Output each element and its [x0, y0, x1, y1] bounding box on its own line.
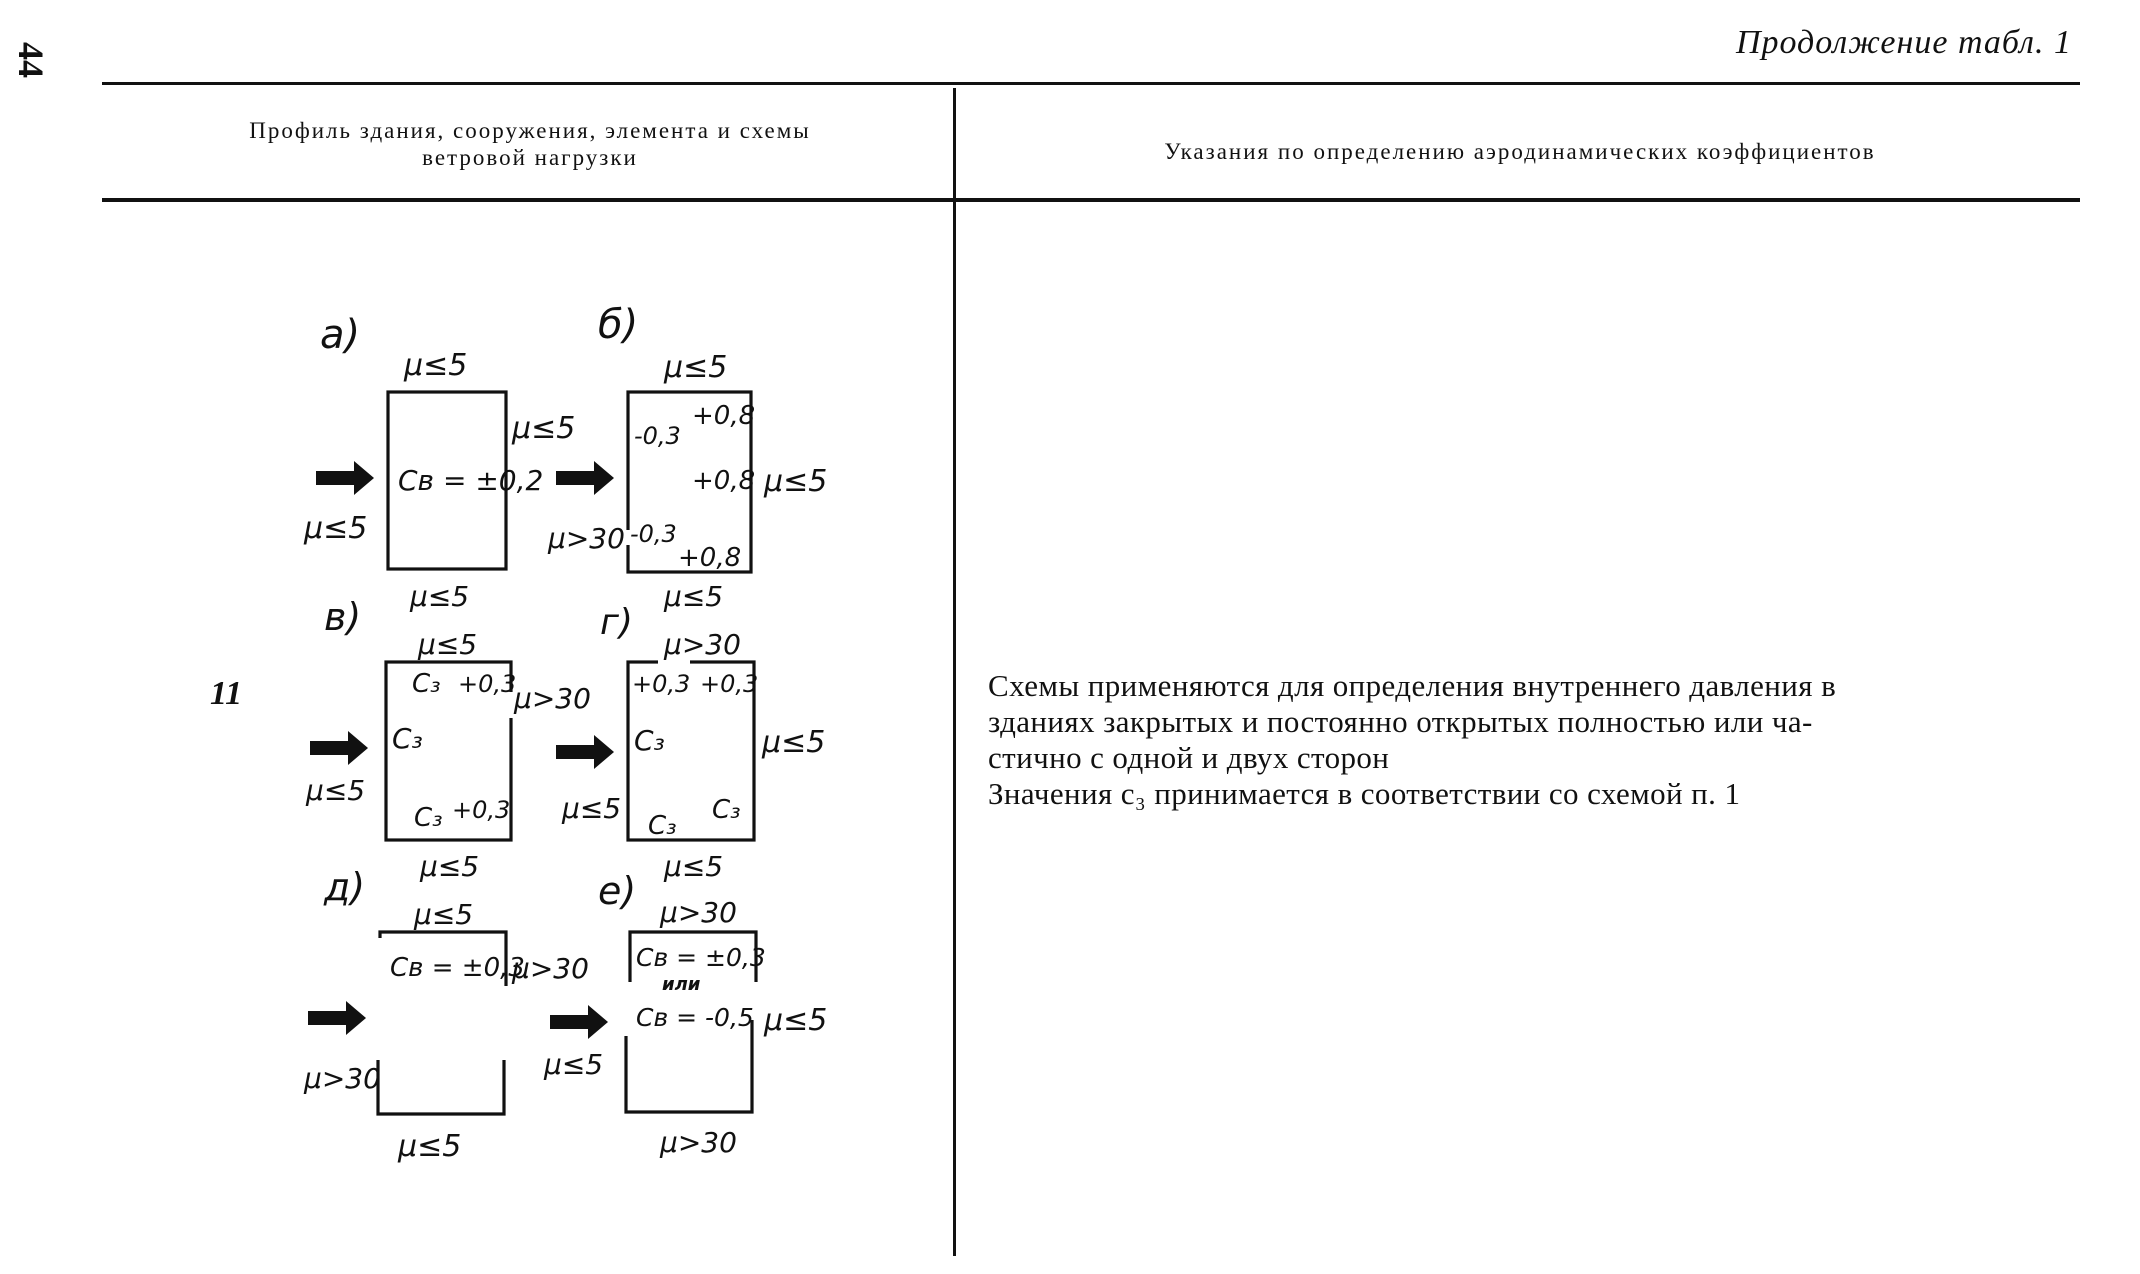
coefficient-bottom-right: C₃	[712, 795, 741, 825]
wind-arrow-icon	[316, 461, 374, 495]
coefficient-top-left: -0,3	[634, 422, 681, 450]
scheme-b	[547, 302, 827, 613]
mu-left: μ>30	[548, 522, 625, 555]
scheme-label: б)	[598, 302, 639, 348]
coefficient-top-left: C₃	[412, 669, 441, 699]
building-floor-outline	[626, 1020, 752, 1112]
coefficient-label: Cв = ±0,2	[398, 464, 544, 497]
description-line: зданиях закрытых и постоянно открытых полностью или ча-	[988, 704, 1813, 739]
coefficient-label: Cв = ±0,3	[390, 953, 525, 983]
scheme-label: д)	[324, 865, 366, 909]
scheme-label: в)	[324, 595, 362, 639]
description-line: Значения c₃ принимается в соответствии со схемой п. 1	[988, 776, 1741, 811]
mu-left: μ>30	[304, 1062, 381, 1095]
mu-right: μ≤5	[764, 464, 828, 499]
scheme-g	[556, 602, 825, 883]
mu-top: μ≤5	[664, 350, 728, 385]
coefficient-label-2: Cв = -0,5	[636, 1003, 754, 1032]
mu-right: μ>30	[512, 952, 589, 985]
mu-top: μ>30	[660, 896, 737, 929]
wind-arrow-icon	[556, 461, 614, 495]
coefficient-bottom-left: C₃	[414, 803, 443, 833]
coefficient-mid-left: C₃	[392, 722, 423, 755]
mu-left: μ≤5	[304, 511, 368, 546]
wind-arrow-icon	[310, 731, 368, 765]
mu-left: μ≤5	[544, 1048, 604, 1081]
mu-bottom: μ≤5	[410, 580, 470, 613]
scheme-a	[303, 312, 575, 613]
scheme-label: г)	[600, 602, 633, 643]
mu-bottom: μ≤5	[664, 850, 724, 883]
mu-right: μ>30	[514, 682, 591, 715]
mu-top: μ≤5	[404, 348, 468, 383]
row-number: 11	[210, 675, 243, 712]
wind-arrow-icon	[550, 1005, 608, 1039]
scheme-label: а)	[320, 312, 361, 358]
mu-top: μ>30	[664, 628, 741, 661]
scheme-label: е)	[598, 869, 637, 913]
mu-left: μ≤5	[306, 774, 366, 807]
coefficient-top-right: +0,8	[692, 401, 756, 431]
scheme-d	[303, 865, 589, 1164]
column-header-profile-line2: ветровой нагрузки	[422, 145, 638, 170]
mu-right: μ≤5	[762, 725, 826, 760]
continuation-heading: Продолжение табл. 1	[1735, 24, 2072, 61]
scheme-v	[305, 595, 591, 883]
coefficient-bottom-left: -0,3	[630, 520, 677, 548]
column-header-instructions: Указания по определению аэродинамических коэффициентов	[1164, 139, 1876, 164]
mu-bottom: μ≤5	[664, 580, 724, 613]
mu-top: μ≤5	[418, 628, 478, 661]
mu-bottom: μ≤5	[398, 1129, 462, 1164]
coefficient-bottom-left: C₃	[648, 811, 677, 841]
coefficient-mid-left: C₃	[634, 724, 665, 757]
coefficient-bottom-right: +0,3	[452, 796, 511, 824]
building-floor-outline	[378, 1060, 504, 1114]
coefficient-label-1: Cв = ±0,3	[636, 943, 766, 972]
column-header-profile-line1: Профиль здания, сооружения, элемента и схемы	[249, 118, 811, 143]
mu-bottom: μ≤5	[420, 850, 480, 883]
coefficient-top-left: +0,3	[632, 670, 691, 698]
page-number: 44	[11, 42, 51, 78]
coefficient-bottom-right: +0,8	[678, 543, 742, 573]
description-line: стично с одной и двух сторон	[988, 740, 1390, 775]
description-line: Схемы применяются для определения внутреннего давления в	[988, 668, 1837, 703]
mu-bottom: μ>30	[660, 1126, 737, 1159]
coefficient-top-right: +0,3	[700, 670, 759, 698]
scheme-e	[543, 869, 827, 1159]
mu-right: μ≤5	[512, 411, 576, 446]
wind-arrow-icon	[556, 735, 614, 769]
mu-left: μ≤5	[562, 792, 622, 825]
coefficient-mid-right: +0,8	[692, 466, 756, 496]
mu-top: μ≤5	[414, 898, 474, 931]
or-label: или	[662, 974, 701, 995]
coefficient-top-right: +0,3	[458, 670, 517, 698]
mu-right: μ≤5	[764, 1003, 828, 1038]
wind-arrow-icon	[308, 1001, 366, 1035]
